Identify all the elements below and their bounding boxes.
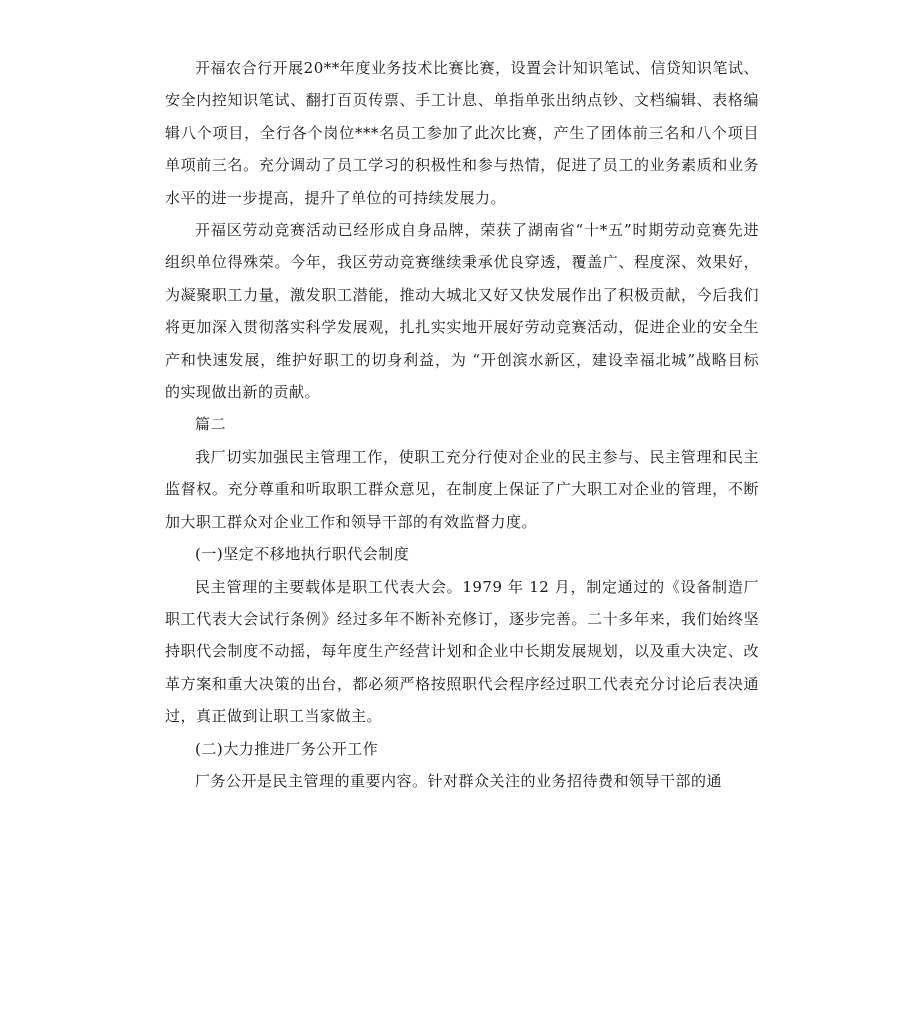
paragraph-factory-affairs: 厂务公开是民主管理的重要内容。针对群众关注的业务招待费和领导干部的通 [195, 771, 723, 790]
subheading-workers-congress: (一)坚定不移地执行职代会制度 [195, 545, 410, 564]
paragraph-democratic-management: 我厂切实加强民主管理工作，使职工充分行使对企业的民主参与、民主管理和民主监督权。充分尊重和听取职工群众意见，在制度上保证了广大职工对企业的管理，不断加大职工群众对企业工作和领导干部的有效监督力度。 [165, 447, 759, 531]
paragraph-competition: 开福农合行开展20**年度业务技术比赛比赛，设置会计知识笔试、信贷知识笔试、安全内控知识笔试、翻打百页传票、手工计息、单指单张出纳点钞、文档编辑、表格编辑八个项目，全行各个岗位***名员工参加了此次比赛，产生了团体前三名和八个项目单项前三名。充分调动了员工学习的积极性和参与热情，促进了员工的业务素质和业务水平的进一步提高，提升了单位的可持续发展力。 [165, 59, 759, 207]
document-page [165, 52, 759, 797]
paragraph-workers-congress: 民主管理的主要载体是职工代表大会。1979 年 12 月，制定通过的《设备制造厂职工代表大会试行条例》经过多年不断补充修订，逐步完善。二十多年来，我们始终坚持职代会制度不动摇，每年度生产经营计划和企业中长期发展规划，以及重大决定、改革方案和重大决策的出台，都必须严格按照职代会程序经过职工代表充分讨论后表决通过，真正做到让职工当家做主。 [165, 577, 759, 726]
paragraph-labor-contest: 开福区劳动竞赛活动已经形成自身品牌，荣获了湖南省“十*五”时期劳动竞赛先进组织单位得殊荣。今年，我区劳动竞赛继续秉承优良穿透，覆盖广、程度深、效果好，为凝聚职工力量，激发职工潜能，推动大城北又好又快发展作出了积极贡献，今后我们将更加深入贯彻落实科学发展观，扎扎实实地开展好劳动竞赛活动，促进企业的安全生产和快速发展，维护好职工的切身利益，为 “开创滨水新区，建设幸福北城”战略目标的实现做出新的贡献。 [165, 221, 759, 402]
subheading-factory-affairs: (二)大力推进厂务公开工作 [195, 739, 379, 758]
section-heading-part-two: 篇二 [195, 415, 227, 434]
